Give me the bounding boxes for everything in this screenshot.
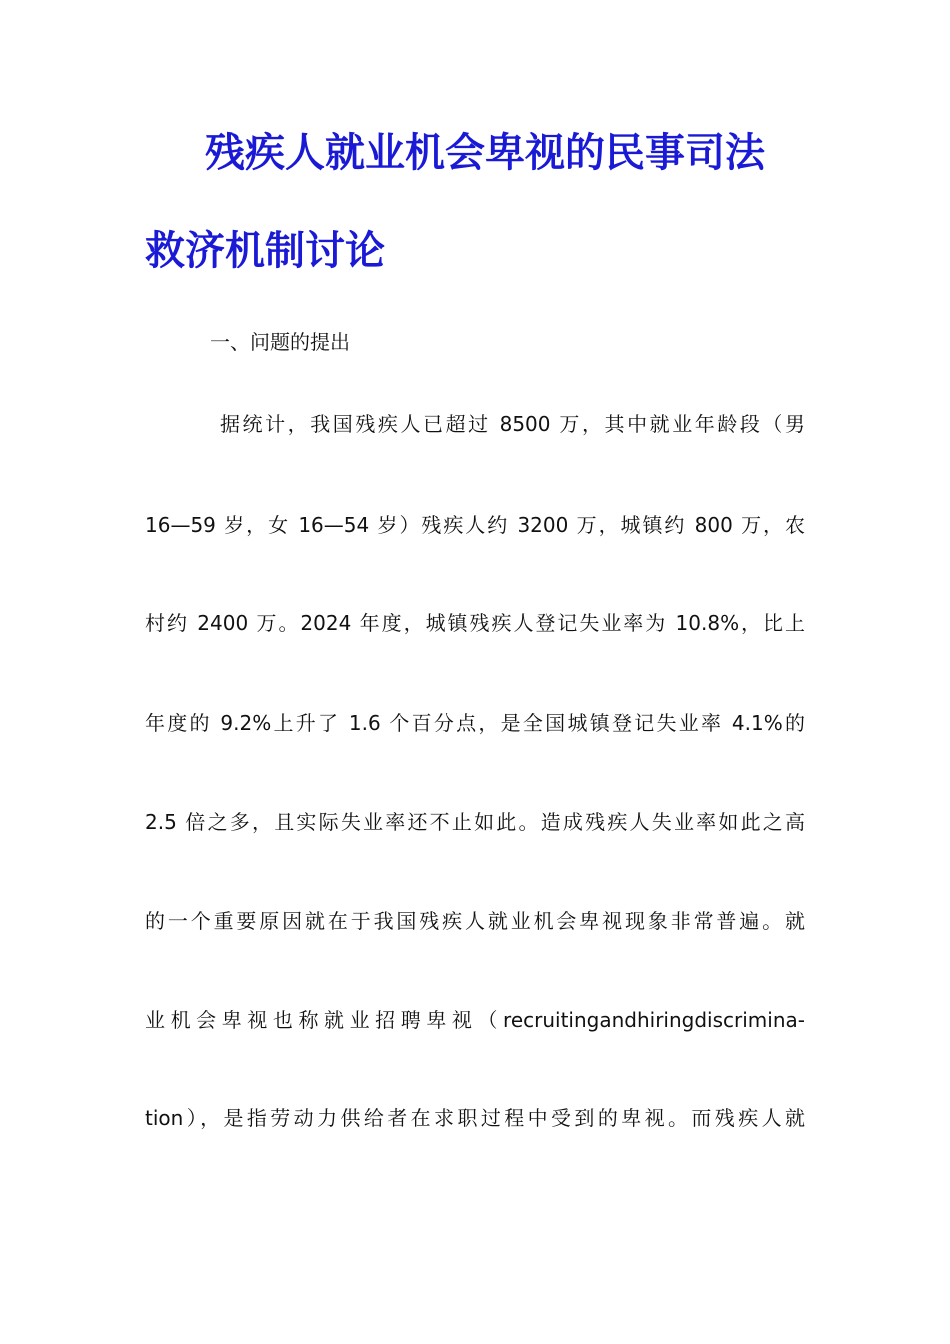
body-line-7: 业机会卑视也称就业招聘卑视（recruitingandhiringdiscrimina- [145, 1008, 805, 1032]
body-line-2: 16—59 岁，女 16—54 岁）残疾人约 3200 万，城镇约 800 万，农 [145, 513, 805, 537]
document-title-line-2: 救济机制讨论 [145, 227, 385, 274]
document-title-line-1: 残疾人就业机会卑视的民事司法 [205, 129, 765, 176]
body-line-1: 据统计，我国残疾人已超过 8500 万，其中就业年龄段（男 [220, 412, 805, 436]
body-line-4: 年度的 9.2%上升了 1.6 个百分点，是全国城镇登记失业率 4.1%的 [145, 711, 805, 735]
body-line-5: 2.5 倍之多，且实际失业率还不止如此。造成残疾人失业率如此之高 [145, 810, 805, 834]
body-line-6: 的一个重要原因就在于我国残疾人就业机会卑视现象非常普遍。就 [145, 909, 805, 933]
body-line-3: 村约 2400 万。2024 年度，城镇残疾人登记失业率为 10.8%，比上 [145, 611, 805, 635]
body-line-8: tion），是指劳动力供给者在求职过程中受到的卑视。而残疾人就 [145, 1106, 805, 1130]
section-heading: 一、问题的提出 [210, 330, 350, 354]
